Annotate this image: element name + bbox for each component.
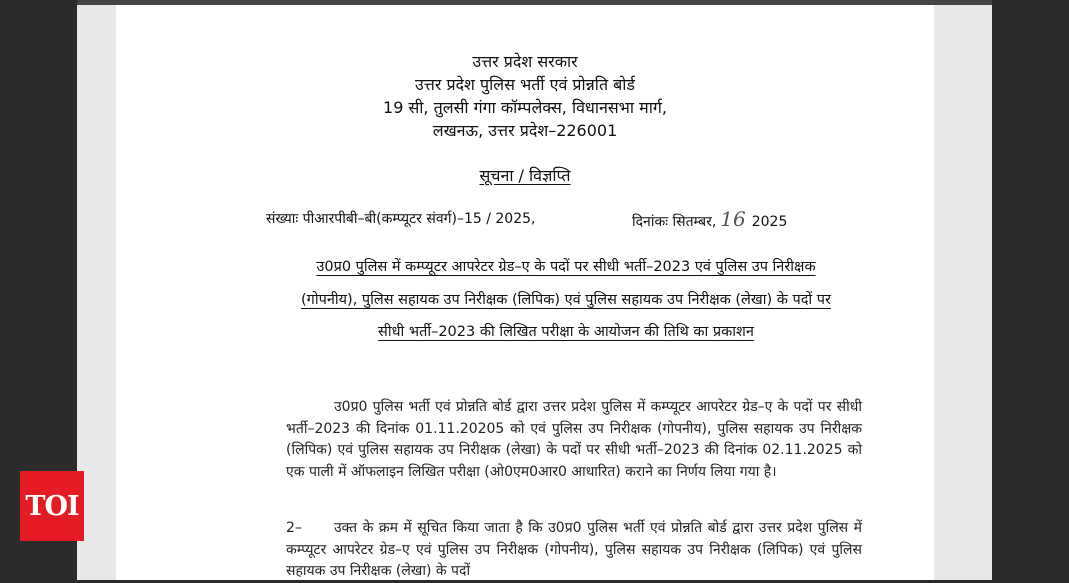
subject-heading [296,251,836,349]
toi-logo: TOI [20,471,84,541]
paragraph-2-text: उक्त के क्रम में सूचित किया जाता है कि उ0प्र0 पुलिस भर्ती एवं प्रोन्नति बोर्ड द्वारा उत्तर प्रदेश पुलिस में कम्प्यूटर आपरेटर ग्रेड–ए एवं पुलिस उप निरीक्षक (गोपनीय), पुलिस सहायक उप निरीक्षक (लिपिक) एवं पुलिस सहायक उप निरीक्षक (लेखा) के पदों [286,520,862,580]
reference-number: संख्याः पीआरपीबी–बी(कम्प्यूटर संवर्ग)–15 / 2025, [266,211,536,227]
notice-date [632,208,787,233]
document-page [116,5,934,580]
date-day-handwritten: 16 [720,207,746,231]
header-board-name: उत्तर प्रदेश पुलिस भर्ती एवं प्रोन्नति बोर्ड [415,75,635,94]
paragraph-2 [286,518,862,583]
notice-title [116,164,934,187]
header-government: उत्तर प्रदेश सरकार [472,52,578,71]
date-prefix: दिनांकः सितम्बर, [632,214,717,230]
header-city: लखनऊ, उत्तर प्रदेश–226001 [432,121,618,140]
right-margin [992,0,1069,580]
paragraph-2-number: 2– [286,520,302,536]
paragraph-1: उ0प्र0 पुलिस भर्ती एवं प्रोन्नति बोर्ड द्वारा उत्तर प्रदेश पुलिस में कम्प्यूटर आपरेटर ग्रेड–ए के पदों पर सीधी भर्ती–2023 की दिनांक 01.11.20205 को एवं पुलिस उप निरीक्षक (गोपनीय), पुलिस सहायक उप निरीक्षक (लिपिक) एवं पुलिस सहायक उप निरीक्षक (लेखा) के पदों पर सीधी भर्ती–2023 की दिनांक 02.11.2025 को एक पाली में ऑफलाइन लिखित परीक्षा (ओ0एम0आर0 आधारित) कराने का निर्णय लिया गया है। [286,399,862,481]
date-year: 2025 [751,214,788,230]
header-address: 19 सी, तुलसी गंगा कॉम्पलेक्स, विधानसभा मार्ग, [383,98,667,117]
subject-text: उ0प्र0 पुलिस में कम्प्यूटर आपरेटर ग्रेड–ए के पदों पर सीधी भर्ती–2023 एवं पुलिस उप निरीक्षक (गोपनीय), पुलिस सहायक उप निरीक्षक (लिपिक) एवं पुलिस सहायक उप निरीक्षक (लेखा) के पदों पर सीधी भर्ती–2023 की लिखित परीक्षा के आयोजन की तिथि का प्रकाशन [301,259,831,340]
notice-title-text: सूचना / विज्ञप्ति [479,166,571,185]
